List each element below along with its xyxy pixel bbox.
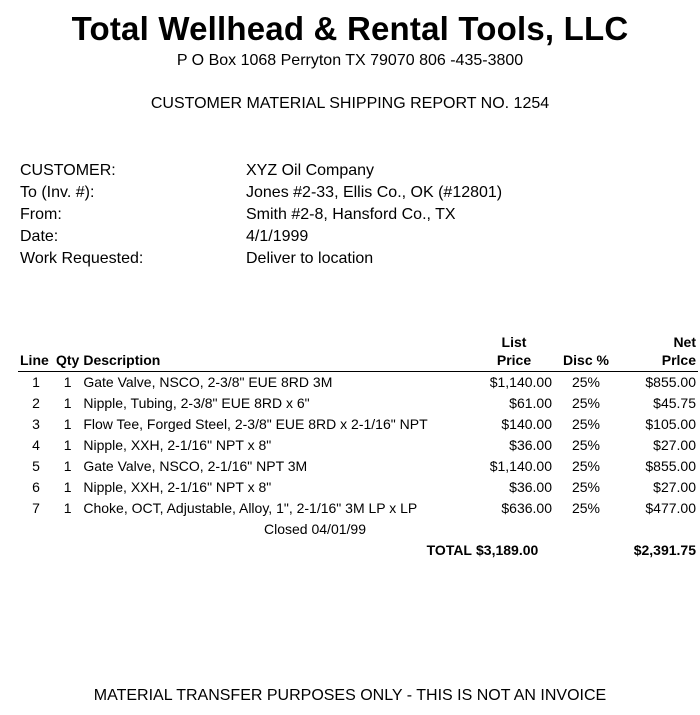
cell-qty: 1 xyxy=(63,437,72,453)
info-row-customer xyxy=(20,160,502,182)
col-header-net-price-line2: Prlce xyxy=(661,352,696,368)
col-header-qty: Qty xyxy=(54,333,81,372)
info-label: CUSTOMER: xyxy=(20,162,116,179)
company-name: Total Wellhead & Rental Tools, LLC xyxy=(71,10,629,47)
cell-qty: 1 xyxy=(63,500,72,516)
cell-description: Flow Tee, Forged Steel, 2-3/8" EUE 8RD x 2-1/16" NPT xyxy=(83,416,428,432)
cell-line: 7 xyxy=(32,500,40,516)
cell-line: 5 xyxy=(32,458,40,474)
col-header-disc: Disc % xyxy=(554,333,618,372)
col-header-net-price xyxy=(618,333,698,372)
cell-qty: 1 xyxy=(63,395,72,411)
cell-list-price: $36.00 xyxy=(509,437,552,453)
col-header-list-price-line1: List xyxy=(501,334,527,350)
cell-disc: 25% xyxy=(571,458,601,474)
cell-net-price: $105.00 xyxy=(645,416,696,432)
table-row xyxy=(18,498,698,519)
info-value: Smith #2-8, Hansford Co., TX xyxy=(246,206,456,223)
cell-net-price: $27.00 xyxy=(653,437,696,453)
info-label: From: xyxy=(20,206,62,223)
cell-net-price: $477.00 xyxy=(645,500,696,516)
col-header-net-price-line1: Net xyxy=(673,334,696,350)
cell-description: Choke, OCT, Adjustable, Alloy, 1", 2-1/16" 3M LP x LP xyxy=(83,500,418,516)
cell-list-price: $61.00 xyxy=(509,395,552,411)
cell-list-price: $1,140.00 xyxy=(489,374,552,390)
total-list-price: $3,189.00 xyxy=(476,542,539,558)
closed-note-row xyxy=(18,519,698,540)
info-label: Work Requested: xyxy=(20,250,144,267)
info-row-from xyxy=(20,204,502,226)
col-header-description: Description xyxy=(81,333,474,372)
info-row-date xyxy=(20,226,502,248)
info-row-to xyxy=(20,182,502,204)
info-value: Jones #2-33, Ellis Co., OK (#12801) xyxy=(246,184,503,201)
cell-qty: 1 xyxy=(63,458,72,474)
cell-disc: 25% xyxy=(571,416,601,432)
cell-list-price: $636.00 xyxy=(501,500,552,516)
info-label: Date: xyxy=(20,228,59,245)
cell-line: 2 xyxy=(32,395,40,411)
cell-net-price: $27.00 xyxy=(653,479,696,495)
cell-description: Gate Valve, NSCO, 2-3/8" EUE 8RD 3M xyxy=(83,374,333,390)
cell-qty: 1 xyxy=(63,416,72,432)
cell-description: Nipple, XXH, 2-1/16" NPT x 8" xyxy=(83,437,272,453)
table-row xyxy=(18,456,698,477)
cell-disc: 25% xyxy=(571,395,601,411)
table-row xyxy=(18,435,698,456)
total-row xyxy=(18,540,698,561)
cell-line: 1 xyxy=(32,374,40,390)
cell-disc: 25% xyxy=(571,437,601,453)
cell-list-price: $140.00 xyxy=(501,416,552,432)
info-value: Deliver to location xyxy=(246,250,374,267)
report-title: CUSTOMER MATERIAL SHIPPING REPORT NO. 1254 xyxy=(150,95,550,112)
cell-description: Gate Valve, NSCO, 2-1/16" NPT 3M xyxy=(83,458,308,474)
cell-line: 3 xyxy=(32,416,40,432)
total-label: TOTAL xyxy=(426,542,472,558)
cell-list-price: $1,140.00 xyxy=(489,458,552,474)
customer-info xyxy=(20,160,502,270)
footer-disclaimer: MATERIAL TRANSFER PURPOSES ONLY - THIS IS NOT AN INVOICE xyxy=(93,687,607,704)
info-row-work-requested xyxy=(20,248,502,270)
table-row xyxy=(18,414,698,435)
table-row xyxy=(18,372,698,394)
cell-disc: 25% xyxy=(571,479,601,495)
cell-net-price: $45.75 xyxy=(653,395,696,411)
cell-net-price: $855.00 xyxy=(645,374,696,390)
cell-line: 4 xyxy=(32,437,40,453)
cell-line: 6 xyxy=(32,479,40,495)
table-row xyxy=(18,477,698,498)
closed-note: Closed 04/01/99 xyxy=(264,521,366,537)
items-table xyxy=(18,333,698,561)
total-net-price: $2,391.75 xyxy=(633,542,696,558)
cell-disc: 25% xyxy=(571,500,601,516)
cell-net-price: $855.00 xyxy=(645,458,696,474)
info-label: To (Inv. #): xyxy=(20,184,95,201)
col-header-list-price xyxy=(474,333,554,372)
cell-qty: 1 xyxy=(63,479,72,495)
table-row xyxy=(18,393,698,414)
table-header-row xyxy=(18,333,698,372)
empty-cell xyxy=(554,540,618,561)
cell-description: Nipple, Tubing, 2-3/8" EUE 8RD x 6" xyxy=(83,395,310,411)
info-value: XYZ Oil Company xyxy=(246,162,375,179)
empty-cell xyxy=(474,519,698,540)
col-header-line: Line xyxy=(18,333,54,372)
info-value: 4/1/1999 xyxy=(246,228,309,245)
col-header-list-price-line2: Price xyxy=(496,352,532,368)
cell-disc: 25% xyxy=(571,374,601,390)
company-address: P O Box 1068 Perryton TX 79070 806 -435-3800 xyxy=(176,52,524,69)
cell-description: Nipple, XXH, 2-1/16" NPT x 8" xyxy=(83,479,272,495)
cell-list-price: $36.00 xyxy=(509,479,552,495)
cell-qty: 1 xyxy=(63,374,72,390)
